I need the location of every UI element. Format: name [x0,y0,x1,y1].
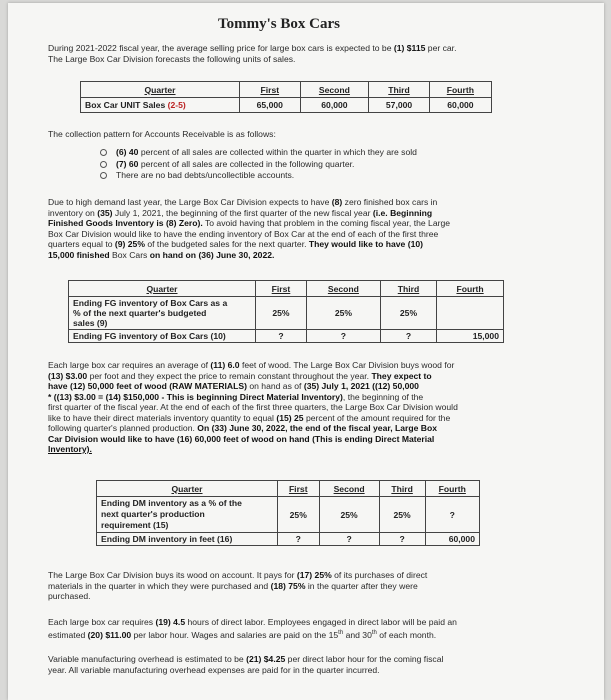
list-item: (6) 40 percent of all sales are collected within the quarter in which they are sold [100,147,540,159]
table-header-row: Quarter First Second Third Fourth [97,481,480,497]
collection-bullets [100,147,540,182]
bullet-icon [100,149,107,156]
bullet-icon [100,161,107,168]
fg-inventory-table [68,280,504,343]
table-header-row: Quarter First Second Third Fourth [69,281,504,297]
collection-intro: The collection pattern for Accounts Receivable is as follows: [48,129,276,139]
table-header-row: Quarter First Second Third Fourth [81,82,492,98]
table-row: Ending DM inventory in feet (16) ? ? ? 60,000 [97,533,480,546]
bullet-icon [100,172,107,179]
page-title: Tommy's Box Cars [218,16,340,32]
purchases-paragraph: The Large Box Car Division buys its wood on account. It pays for (17) 25% of its purchases of direct materials in the quarter in which they were purchased and (18) 75% in the quarter after they were purchased. [48,570,428,601]
direct-labor-paragraph: Each large box car requires (19) 4.5 hours of direct labor. Employees engaged in direct labor will be paid an estimated (20) $11.00 per labor hour. Wages and salaries are paid on the 15th and 30th of each month. [48,617,457,640]
dm-inventory-table [96,480,480,546]
overhead-paragraph: Variable manufacturing overhead is estimated to be (21) $4.25 per direct labor hour for the coming fiscal year. All variable manufacturing overhead expenses are paid for in the quarter incurred. [48,654,444,675]
intro-paragraph: During 2021-2022 fiscal year, the average selling price for large box cars is expected to be (1) $115 per car. The Large Box Car Division forecasts the following units of sales. [48,43,457,64]
table-row: Ending DM inventory as a % of the next quarter's production requirement (15) 25% 25% 25% ? [97,497,480,533]
document-page [8,3,604,700]
direct-materials-paragraph: Each large box car requires an average of (11) 6.0 feet of wood. The Large Box Car Division buys wood for (13) $3.00 per foot and they expect the price to remain constant throughout the year. They expect to have (12) 50,000 feet of wood (RAW MATERIALS) on hand as of (35) July 1, 2021 ((12) 50,000 * ((13) $3.00 = (14) $150,000 - This is beginning Direct Material Inventory), the beginning of the first quarter of the fiscal year. At the end of each of the first three quarters, the Large Box Car Division would like to have their direct materials inventory quantity to equal (15) 25 percent of the amount required for the following quarter's planned production. On (33) June 30, 2022, the end of the fiscal year, Large Box Car Division would like to have (16) 60,000 feet of wood on hand (This is ending Direct Material Inventory). [48,360,458,454]
table-row: Ending FG inventory of Box Cars as a % of the next quarter's budgeted sales (9) 25% 25% 25% [69,297,504,330]
list-item: There are no bad debts/uncollectible accounts. [100,170,540,182]
list-item: (7) 60 percent of all sales are collected in the following quarter. [100,159,540,171]
unit-sales-table [80,81,492,113]
finished-goods-paragraph: Due to high demand last year, the Large Box Car Division expects to have (8) zero finished box cars in inventory on (35) July 1, 2021, the beginning of the first quarter of the new fiscal year (i.e. Beginning Finished Goods Inventory is (8) Zero). To avoid having that problem in the coming fiscal year, the Large Box Car Division would like to have the ending inventory of Box Car at the end of each of the first three quarters equal to (9) 25% of the budgeted sales for the next quarter. They would like to have (10) 15,000 finished Box Cars on hand on (36) June 30, 2022. [48,197,451,260]
table-row: Box Car UNIT Sales (2-5) 65,000 60,000 57,000 60,000 [81,98,492,113]
table-row: Ending FG inventory of Box Cars (10) ? ? ? 15,000 [69,330,504,343]
